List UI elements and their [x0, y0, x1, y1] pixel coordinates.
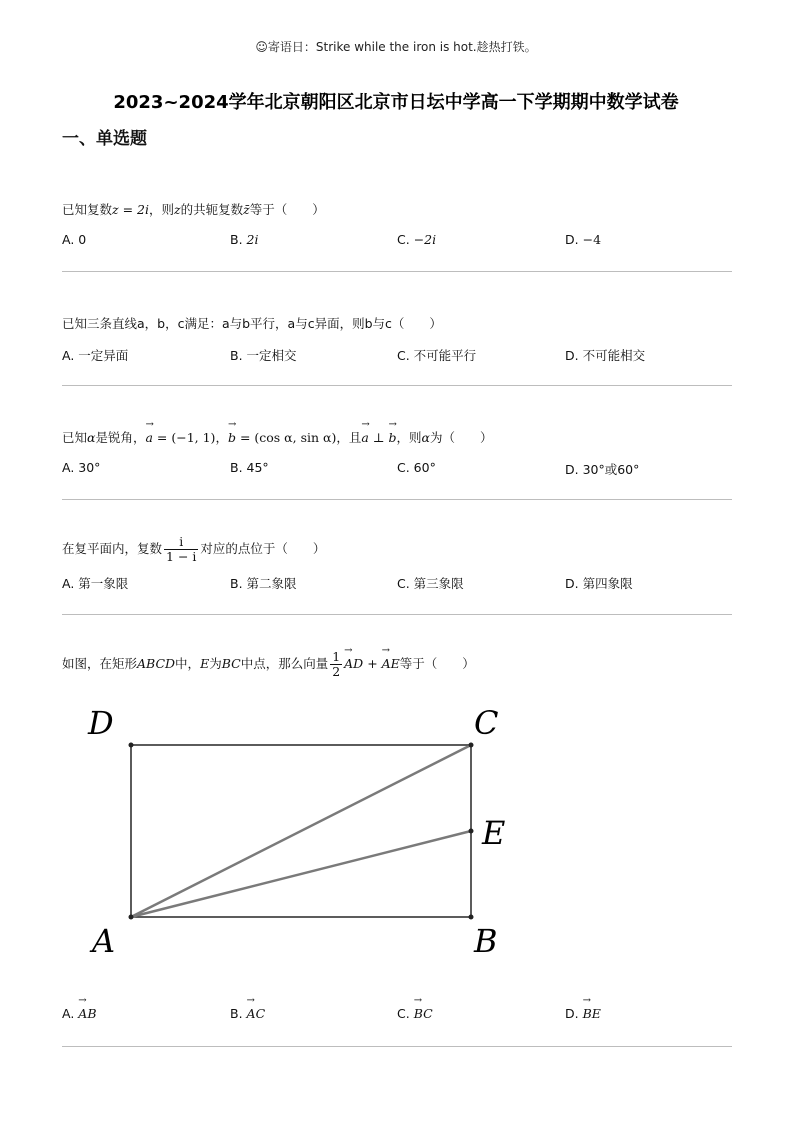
- q3-text-2: ，则: [396, 430, 422, 445]
- q4-numerator: i: [164, 535, 198, 550]
- point-a-dot: [129, 915, 134, 920]
- q3-option-c[interactable]: C. 60°: [397, 460, 436, 475]
- q5-segment-bc: BC: [221, 655, 241, 671]
- q5-option-c-label: C.: [397, 1006, 410, 1021]
- q3-eq-1: = (−1, 1)，: [152, 430, 228, 445]
- q1-option-a[interactable]: A. 0: [62, 232, 87, 247]
- label-a: A: [92, 922, 116, 960]
- q2-option-c[interactable]: C. 不可能平行: [397, 348, 477, 363]
- question-3-stem: [62, 428, 492, 446]
- q3-option-d[interactable]: D. 30°或60°: [565, 462, 640, 477]
- point-e-dot: [469, 829, 474, 834]
- q4-option-d[interactable]: D. 第四象限: [565, 576, 633, 591]
- q2-option-a[interactable]: A. 一定异面: [62, 348, 129, 363]
- q3-alpha-2: α: [421, 430, 430, 445]
- q5-text-2: 为: [209, 655, 222, 671]
- header-note: ☺寄语日：Strike while the iron is hot.趁热打铁。: [255, 40, 537, 54]
- q5-option-b-value: → AC: [247, 1006, 266, 1021]
- q1-option-d-label: D.: [565, 232, 579, 247]
- q1-option-b-value: 2i: [246, 232, 259, 247]
- q1-option-c-label: C.: [397, 232, 410, 247]
- q5-text-3: 中点，那么向量: [240, 655, 329, 671]
- section-heading: 一、单选题: [62, 129, 147, 149]
- q1-option-b-label: B.: [230, 232, 243, 247]
- q1-option-b[interactable]: [230, 232, 259, 247]
- q5-rect-name: ABCD: [137, 655, 176, 671]
- q3-option-b[interactable]: B. 45°: [230, 460, 269, 475]
- q1-var-conj: z̄: [243, 202, 250, 217]
- q3-text-1: 是锐角，: [95, 430, 146, 445]
- label-d: D: [88, 704, 114, 742]
- point-c-dot: [469, 743, 474, 748]
- rectangle-figure: [70, 690, 540, 980]
- question-1-stem: [62, 200, 325, 218]
- q4-option-b[interactable]: B. 第二象限: [230, 576, 297, 591]
- q1-text-pre: 已知复数: [62, 202, 113, 217]
- q5-text-pre: 如图，在矩形: [62, 655, 138, 671]
- q5-option-a-label: A.: [62, 1006, 75, 1021]
- question-2-stem: 已知三条直线a，b，c满足：a与b平行，a与c异面，则b与c（ ）: [62, 316, 442, 331]
- diagonal-ac: [131, 745, 471, 917]
- q5-plus: +: [363, 655, 382, 671]
- page-title: 2023~2024学年北京朝阳区北京市日坛中学高一下学期期中数学试卷: [113, 92, 679, 113]
- q3-vector-b: → b: [228, 430, 236, 445]
- q4-text-pre: 在复平面内，复数: [62, 540, 163, 556]
- q3-vector-a-2: → a: [361, 430, 368, 445]
- segment-ae: [131, 831, 471, 917]
- q5-point-e: E: [200, 655, 210, 671]
- q3-alpha: α: [87, 430, 96, 445]
- q5-text-1: 中，: [175, 655, 201, 671]
- q5-option-d-label: D.: [565, 1006, 579, 1021]
- q1-text-post2: 等于（ ）: [249, 202, 325, 217]
- label-e: E: [482, 814, 506, 852]
- q5-frac-num: 1: [332, 649, 341, 664]
- q5-option-d[interactable]: [565, 1006, 601, 1021]
- point-d-dot: [129, 743, 134, 748]
- q1-var: z: [174, 202, 181, 217]
- q4-option-c[interactable]: C. 第三象限: [397, 576, 464, 591]
- q4-fraction: [164, 535, 198, 564]
- divider: [62, 499, 732, 500]
- q1-option-d[interactable]: [565, 232, 601, 247]
- q1-text-mid: ，则: [148, 202, 174, 217]
- q5-option-b-label: B.: [230, 1006, 243, 1021]
- label-c: C: [474, 704, 499, 742]
- q5-option-a[interactable]: [62, 1006, 97, 1021]
- question-5-stem: [62, 650, 475, 679]
- q1-expr: z = 2i: [112, 202, 149, 217]
- q3-vector-a: → a: [145, 430, 152, 445]
- q5-vector-ad: → AD: [344, 656, 363, 671]
- q3-eq-2: = (cos α, sin α)，且: [235, 430, 362, 445]
- q3-text-pre: 已知: [62, 430, 88, 445]
- q3-perp-symbol: ⊥: [368, 430, 389, 445]
- q3-vector-b-2: → b: [388, 430, 396, 445]
- q4-option-a[interactable]: A. 第一象限: [62, 576, 129, 591]
- point-b-dot: [469, 915, 474, 920]
- q5-option-c[interactable]: [397, 1006, 433, 1021]
- q3-option-a[interactable]: A. 30°: [62, 460, 101, 475]
- q5-option-c-value: → BC: [414, 1006, 433, 1021]
- divider: [62, 1046, 732, 1047]
- q5-fraction: [330, 650, 342, 679]
- q1-option-c-value: −2i: [413, 232, 437, 247]
- divider: [62, 385, 732, 386]
- q4-text-post: 对应的点位于（ ）: [200, 540, 326, 556]
- q1-option-d-value: −4: [582, 232, 602, 247]
- q5-text-4: 等于（ ）: [399, 655, 475, 671]
- divider: [62, 614, 732, 615]
- q4-denominator: 1 − i: [166, 548, 197, 564]
- q1-option-c[interactable]: [397, 232, 436, 247]
- divider: [62, 271, 732, 272]
- q1-text-post1: 的共轭复数: [180, 202, 244, 217]
- question-4-stem: [62, 535, 325, 564]
- label-b: B: [474, 922, 498, 960]
- q5-option-a-value: → AB: [78, 1006, 96, 1021]
- q2-option-b[interactable]: B. 一定相交: [230, 348, 297, 363]
- q2-option-d[interactable]: D. 不可能相交: [565, 348, 646, 363]
- q5-vector-ae: → AE: [382, 656, 400, 671]
- q5-frac-den: 2: [332, 663, 341, 679]
- q5-option-b[interactable]: [230, 1006, 265, 1021]
- q3-text-3: 为（ ）: [429, 430, 493, 445]
- q5-option-d-value: → BE: [583, 1006, 601, 1021]
